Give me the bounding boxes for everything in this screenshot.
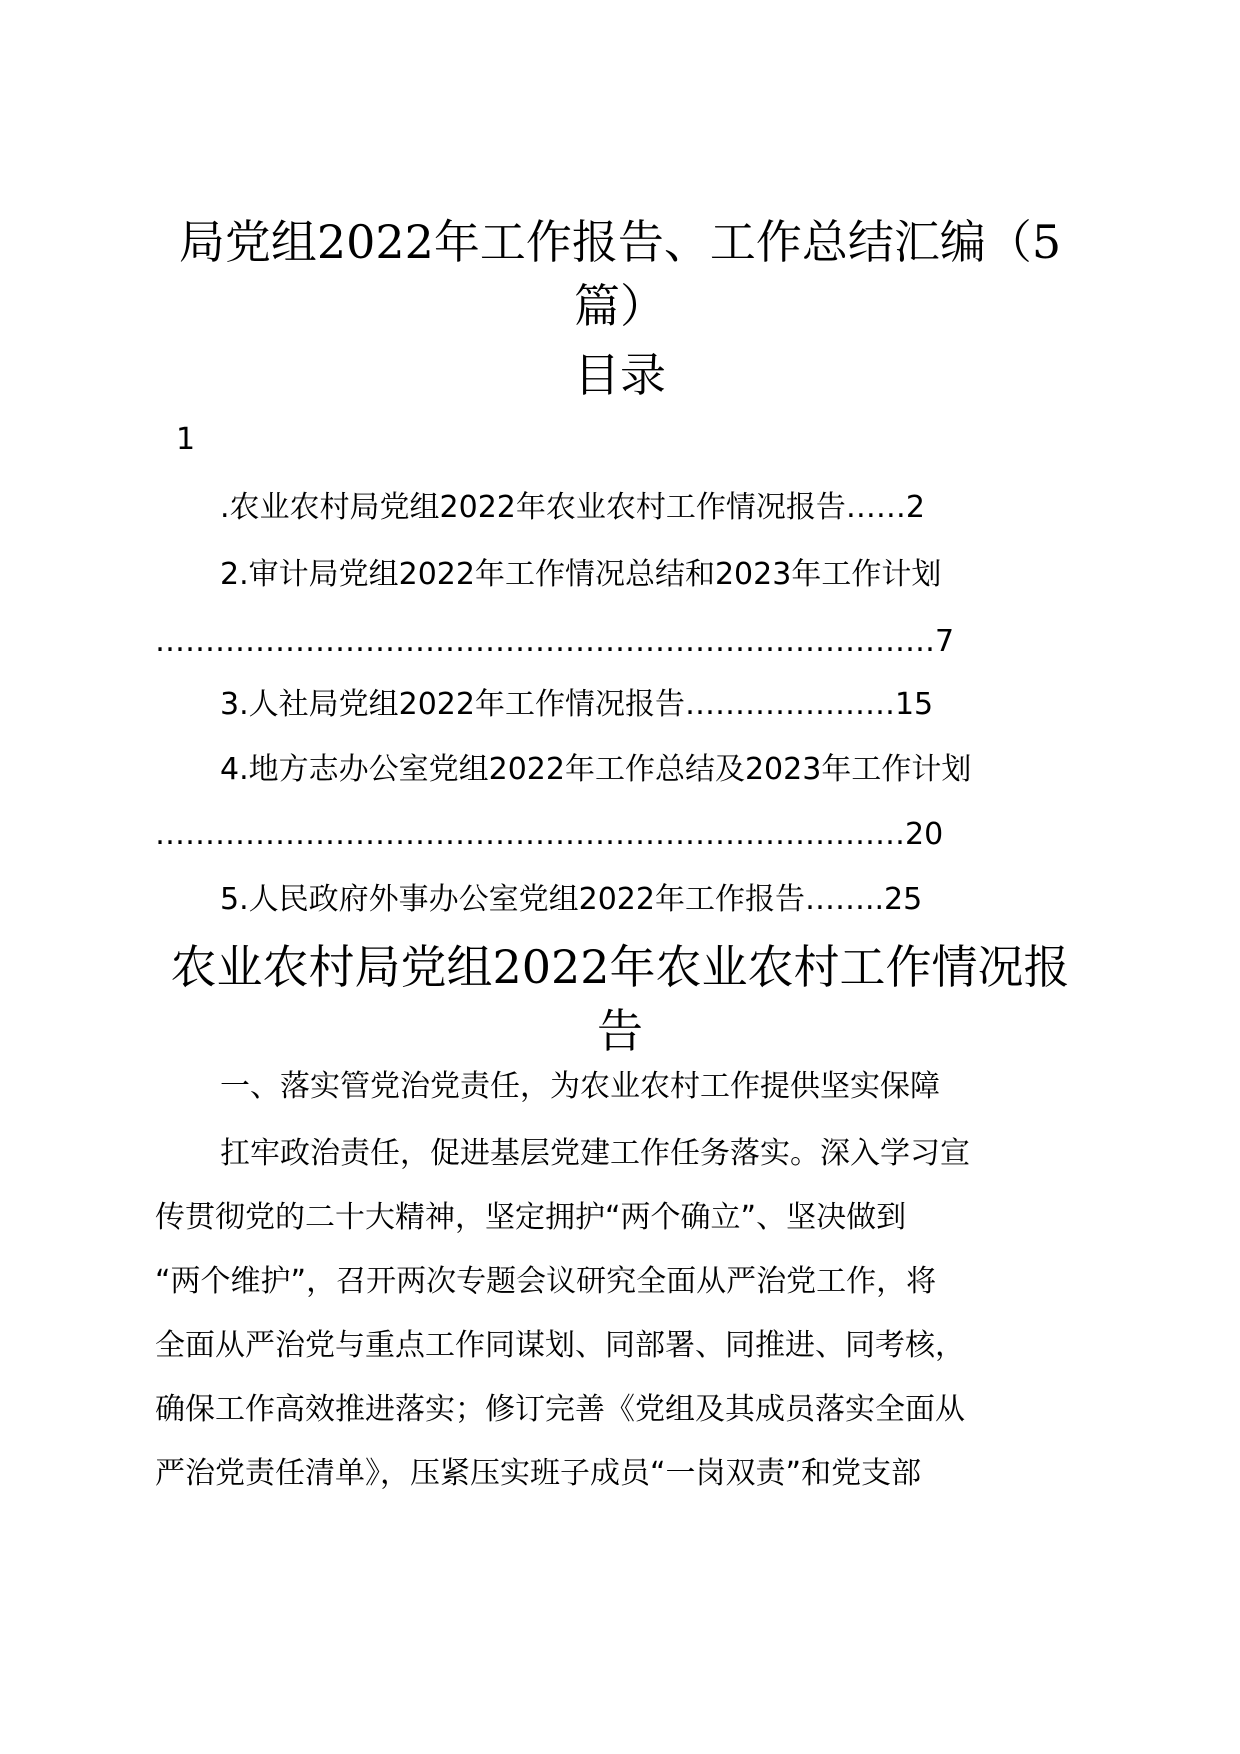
section-heading-1: 一、落实管党治党责任，为农业农村工作提供坚实保障 bbox=[220, 1069, 940, 1104]
toc-page-number: 1 bbox=[176, 422, 196, 457]
toc-entry-4-leader[interactable]: …………………………………………………………………20 bbox=[155, 817, 944, 852]
toc-entry-1[interactable]: .农业农村局党组2022年农业农村工作情况报告……2 bbox=[220, 490, 925, 525]
document-title-line-2: 篇） bbox=[574, 279, 666, 333]
section-title bbox=[150, 935, 1090, 1063]
toc-entry-2-leader[interactable]: ……………………………………………………………………7 bbox=[155, 624, 955, 659]
toc-entry-3[interactable]: 3.人社局党组2022年工作情况报告…………………15 bbox=[220, 687, 934, 722]
body-line: 扛牢政治责任，促进基层党建工作任务落实。深入学习宣 bbox=[220, 1136, 970, 1171]
toc-heading: 目录 bbox=[574, 348, 666, 402]
body-line: 全面从严治党与重点工作同谋划、同部署、同推进、同考核， bbox=[155, 1328, 965, 1363]
body-line: 传贯彻党的二十大精神，坚定拥护“两个确立”、坚决做到 bbox=[155, 1200, 907, 1235]
body-paragraph bbox=[155, 1122, 1095, 1506]
body-line: 确保工作高效推进落实；修订完善《党组及其成员落实全面从 bbox=[155, 1392, 965, 1427]
toc-entry-4[interactable]: 4.地方志办公室党组2022年工作总结及2023年工作计划 bbox=[220, 752, 972, 787]
document-title bbox=[150, 210, 1090, 338]
section-title-line-1: 农业农村局党组2022年农业农村工作情况报 bbox=[170, 940, 1070, 994]
body-line: 严治党责任清单》，压紧压实班子成员“一岗双责”和党支部 bbox=[155, 1456, 922, 1491]
toc-entry-5[interactable]: 5.人民政府外事办公室党组2022年工作报告……..25 bbox=[220, 882, 923, 917]
section-title-line-2: 告 bbox=[597, 1004, 643, 1058]
body-line: “两个维护”，召开两次专题会议研究全面从严治党工作，将 bbox=[155, 1264, 937, 1299]
document-title-line-1: 局党组2022年工作报告、工作总结汇编（5 bbox=[178, 215, 1062, 269]
toc-entry-2[interactable]: 2.审计局党组2022年工作情况总结和2023年工作计划 bbox=[220, 557, 942, 592]
